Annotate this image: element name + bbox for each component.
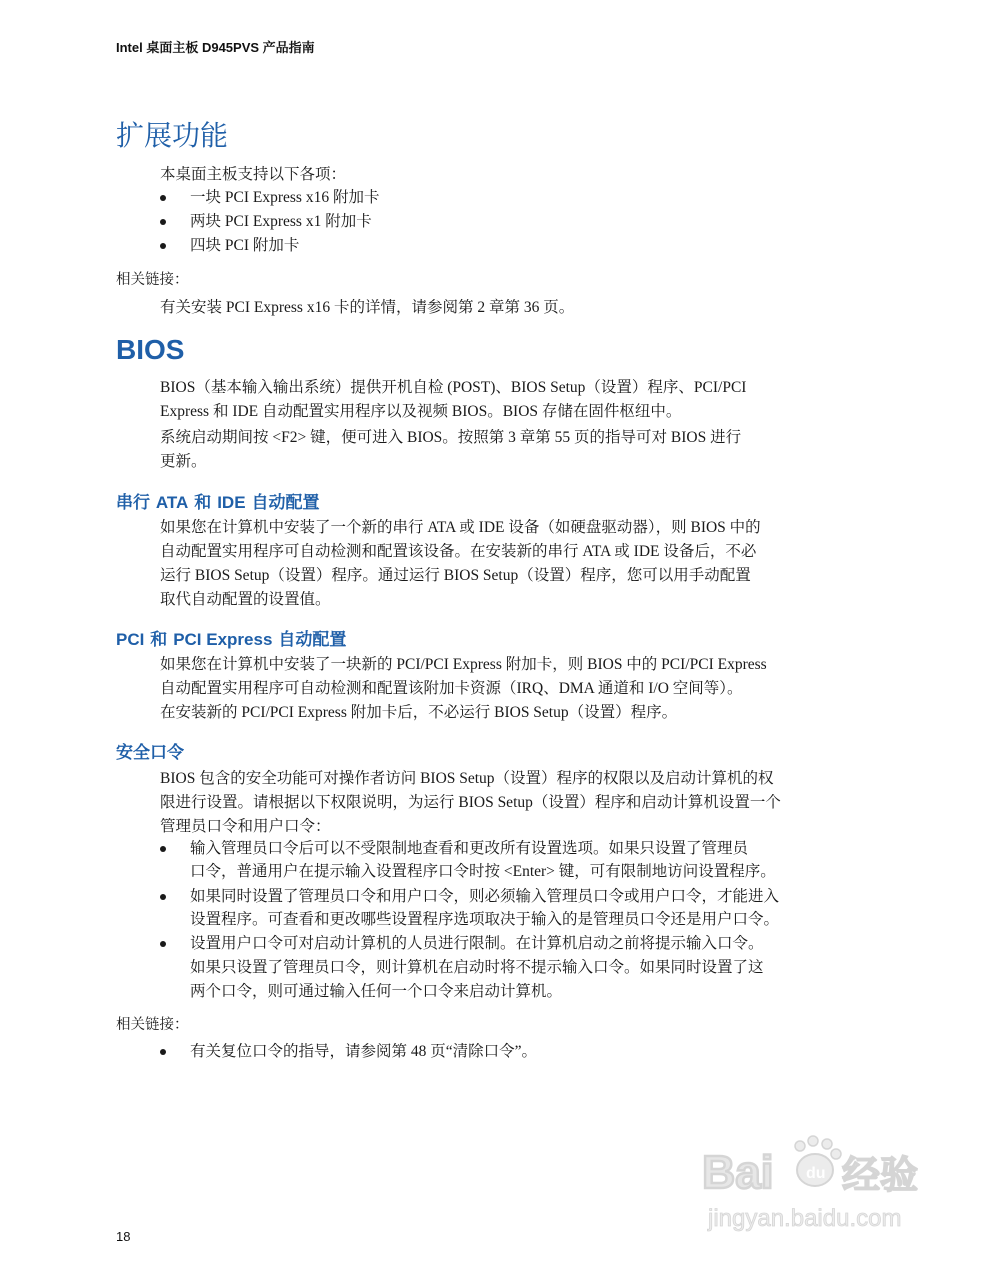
pci-line-2: 自动配置实用程序可自动检测和配置该附加卡资源（IRQ、DMA 通道和 I/O 空间等）。 bbox=[160, 680, 743, 697]
bios-paragraph-2-line-2: 更新。 bbox=[160, 453, 207, 470]
baidu-jingyan-watermark bbox=[700, 1130, 940, 1240]
bullet-dot-icon bbox=[160, 846, 166, 852]
bios-paragraph-2-line-1: 系统启动期间按 <F2> 键，便可进入 BIOS。按照第 3 章第 55 页的指导可对 BIOS 进行 bbox=[160, 429, 742, 446]
pci-line-1: 如果您在计算机中安装了一块新的 PCI/PCI Express 附加卡，则 BIOS 中的 PCI/PCI Express bbox=[160, 656, 767, 673]
sata-line-2: 自动配置实用程序可自动检测和配置该设备。在安装新的串行 ATA 或 IDE 设备后，不必 bbox=[160, 543, 757, 560]
security-bullet-3-line-2: 如果只设置了管理员口令，则计算机在启动时将不提示输入口令。如果同时设置了这 bbox=[190, 959, 764, 976]
bios-paragraph-1-line-2: Express 和 IDE 自动配置实用程序以及视频 BIOS。BIOS 存储在固件枢纽中。 bbox=[160, 403, 682, 420]
running-header: Intel 桌面主板 D945PVS 产品指南 bbox=[116, 40, 315, 55]
bullet-dot-icon bbox=[160, 243, 166, 249]
sata-line-1: 如果您在计算机中安装了一个新的串行 ATA 或 IDE 设备（如硬盘驱动器），则 BIOS 中的 bbox=[160, 519, 761, 536]
security-related-links-label: 相关链接： bbox=[116, 1017, 189, 1033]
subsection-title-sata-ide: 串行 ATA 和 IDE 自动配置 bbox=[116, 493, 320, 513]
section-title-bios: BIOS bbox=[116, 334, 185, 365]
security-bullet-3-line-3: 两个口令，则可通过输入任何一个口令来启动计算机。 bbox=[190, 983, 563, 1000]
bios-paragraph-1-line-1: BIOS（基本输入输出系统）提供开机自检 (POST)、BIOS Setup（设置）程序、PCI/PCI bbox=[160, 379, 747, 396]
security-intro-line-2: 限进行设置。请根据以下权限说明，为运行 BIOS Setup（设置）程序和启动计算机设置一个 bbox=[160, 794, 781, 811]
bullet-dot-icon bbox=[160, 219, 166, 225]
svg-text:经验: 经验 bbox=[842, 1153, 919, 1197]
page-number: 18 bbox=[116, 1229, 131, 1244]
sata-line-3: 运行 BIOS Setup（设置）程序。通过运行 BIOS Setup（设置）程序，您可以用手动配置 bbox=[160, 567, 751, 584]
sata-line-4: 取代自动配置的设置值。 bbox=[160, 591, 331, 608]
expansion-intro: 本桌面主板支持以下各项： bbox=[160, 166, 347, 183]
expansion-related-text: 有关安装 PCI Express x16 卡的详情，请参阅第 2 章第 36 页。 bbox=[160, 299, 575, 316]
svg-text:Bai: Bai bbox=[702, 1146, 774, 1198]
subsection-title-pci: PCI 和 PCI Express 自动配置 bbox=[116, 630, 347, 650]
bullet-dot-icon bbox=[160, 195, 166, 201]
security-intro-line-1: BIOS 包含的安全功能可对操作者访问 BIOS Setup（设置）程序的权限以及启动计算机的权 bbox=[160, 770, 774, 787]
section-title-expansion: 扩展功能 bbox=[116, 119, 229, 152]
svg-text:jingyan.baidu.com: jingyan.baidu.com bbox=[708, 1205, 902, 1232]
paw-icon bbox=[795, 1136, 841, 1186]
pci-line-3: 在安装新的 PCI/PCI Express 附加卡后，不必运行 BIOS Setup（设置）程序。 bbox=[160, 704, 678, 721]
security-intro-line-3: 管理员口令和用户口令： bbox=[160, 818, 331, 835]
bullet-dot-icon bbox=[160, 1049, 166, 1055]
security-bullet-2-line-2: 设置程序。可查看和更改哪些设置程序选项取决于输入的是管理员口令还是用户口令。 bbox=[190, 911, 780, 928]
bullet-dot-icon bbox=[160, 941, 166, 947]
related-links-label: 相关链接： bbox=[116, 272, 189, 288]
security-bullet-1-line-2: 口令，普通用户在提示输入设置程序口令时按 <Enter> 键，可有限制地访问设置程序。 bbox=[190, 863, 776, 880]
svg-text:du: du bbox=[806, 1165, 826, 1182]
document-page: Intel 桌面主板 D945PVS 产品指南 扩展功能 本桌面主板支持以下各项： 一块 PCI Express x16 附加卡 两块 PCI Express x1 附加卡 四块 PCI 附加卡 相关链接： 有关安装 PCI Express x16 卡的详情，请参阅第 2 章第 36 页。 BIOS BIOS（基本输入输出系统）提供开机自检 (POST)、BIOS Setup（设置）程序、PCI/PCI Express 和 IDE 自动配置实用程序以及视频 BIOS。BIOS 存储在固件枢纽中。 系统启动期间按 <F2> 键，便可进入 BIOS。按照第 3 章第 55 页的指导可对 BIOS 进行 更新。 串行 ATA 和 IDE 自动配置 如果您在计算机中安装了一个新的串行 ATA 或 IDE 设备（如硬盘驱动器），则 BIOS 中的 自动配置实用程序可自动检测和配置该设备。在安装新的串行 ATA 或 IDE 设备后，不必 运行 BIOS Setup（设置）程序。通过运行 BIOS Setup（设置）程序，您可以用手动配置 取代自动配置的设置值。 PCI 和 PCI Express 自动配置 如果您在计算机中安装了一块新的 PCI/PCI Express 附加卡，则 BIOS 中的 PCI/PCI Express 自动配置实用程序可自动检测和配置该附加卡资源（IRQ、DMA 通道和 I/O 空间等）。 在安装新的 PCI/PCI Express 附加卡后，不必运行 BIOS Setup（设置）程序。 安全口令 BIOS 包含的安全功能可对操作者访问 BIOS Setup（设置）程序的权限以及启动计算机的权 限进行设置。请根据以下权限说明，为运行 BIOS Setup（设置）程序和启动计算机设置一个 管理员口令和用户口令： 输入管理员口令后可以不受限制地查看和更改所有设置选项。如果只设置了管理员 口令，普通用户在提示输入设置程序口令时按 <Enter> 键，可有限制地访问设置程序。 如果同时设置了管理员口令和用户口令，则必须输入管理员口令或用户口令，才能进入 设置程序。可查看和更改哪些设置程序选项取决于输入的是管理员口令还是用户口令。 设置用户口令可对启动计算机的人员进行限制。在计算机启动之前将提示输入口令。 如果只设置了管理员口令，则计算机在启动时将不提示输入口令。如果同时设置了这 两个口令，则可通过输入任何一个口令来启动计算机。 相关链接： 有关复位口令的指导，请参阅第 48 页“清除口令”。 Bai du 经验 jingyan.baidu.com 18 bbox=[0, 0, 989, 1280]
bullet-dot-icon bbox=[160, 894, 166, 900]
subsection-title-security: 安全口令 bbox=[116, 743, 184, 763]
